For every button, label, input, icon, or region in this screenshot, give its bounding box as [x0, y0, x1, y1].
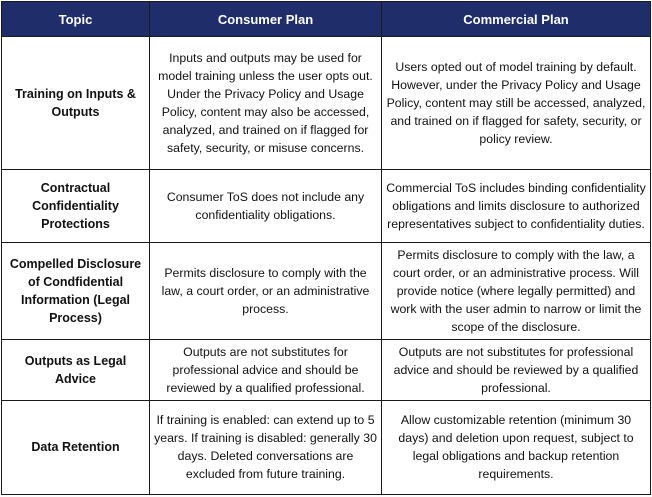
header-commercial-plan: Commercial Plan: [382, 2, 651, 37]
consumer-cell: If training is enabled: can extend up to 5 years. If training is disabled: generally 30 days. Deleted conversations are excluded from future training.: [150, 400, 382, 494]
commercial-cell: Users opted out of model training by default. However, under the Privacy Policy and Usage Policy, content may still be accessed, analyzed, and trained on if flagged for safety, security, or policy review.: [382, 37, 651, 170]
consumer-cell: Consumer ToS does not include any confidentiality obligations.: [150, 170, 382, 243]
header-row: [2, 2, 651, 37]
header-consumer-plan: Consumer Plan: [150, 2, 382, 37]
commercial-cell: Commercial ToS includes binding confidentiality obligations and limits disclosure to authorized representatives subject to confidentiality duties.: [382, 170, 651, 243]
header-topic: Topic: [2, 2, 150, 37]
table-row: [2, 170, 651, 243]
topic-cell: Training on Inputs & Outputs: [2, 37, 150, 170]
consumer-cell: Outputs are not substitutes for professional advice and should be reviewed by a qualified professional.: [150, 340, 382, 400]
table-row: [2, 37, 651, 170]
comparison-table: [1, 1, 651, 495]
commercial-cell: Permits disclosure to comply with the law, a court order, or an administrative process. Will provide notice (where legally permitted) and work with the user admin to narrow or limit the scope of the disclosure.: [382, 242, 651, 339]
consumer-cell: Permits disclosure to comply with the law, a court order, or an administrative process.: [150, 242, 382, 339]
table-row: [2, 242, 651, 339]
commercial-cell: Outputs are not substitutes for professional advice and should be reviewed by a qualified professional.: [382, 340, 651, 400]
topic-cell: Compelled Disclosure of Condfidential Information (Legal Process): [2, 242, 150, 339]
topic-cell: Data Retention: [2, 400, 150, 494]
topic-cell: Contractual Confidentiality Protections: [2, 170, 150, 243]
table-row: [2, 400, 651, 494]
topic-cell: Outputs as Legal Advice: [2, 340, 150, 400]
table-row: [2, 340, 651, 400]
commercial-cell: Allow customizable retention (minimum 30 days) and deletion upon request, subject to legal obligations and backup retention requirements.: [382, 400, 651, 494]
consumer-cell: Inputs and outputs may be used for model training unless the user opts out. Under the Privacy Policy and Usage Policy, content may also be accessed, analyzed, and trained on if flagged for safety, security, or misuse concerns.: [150, 37, 382, 170]
